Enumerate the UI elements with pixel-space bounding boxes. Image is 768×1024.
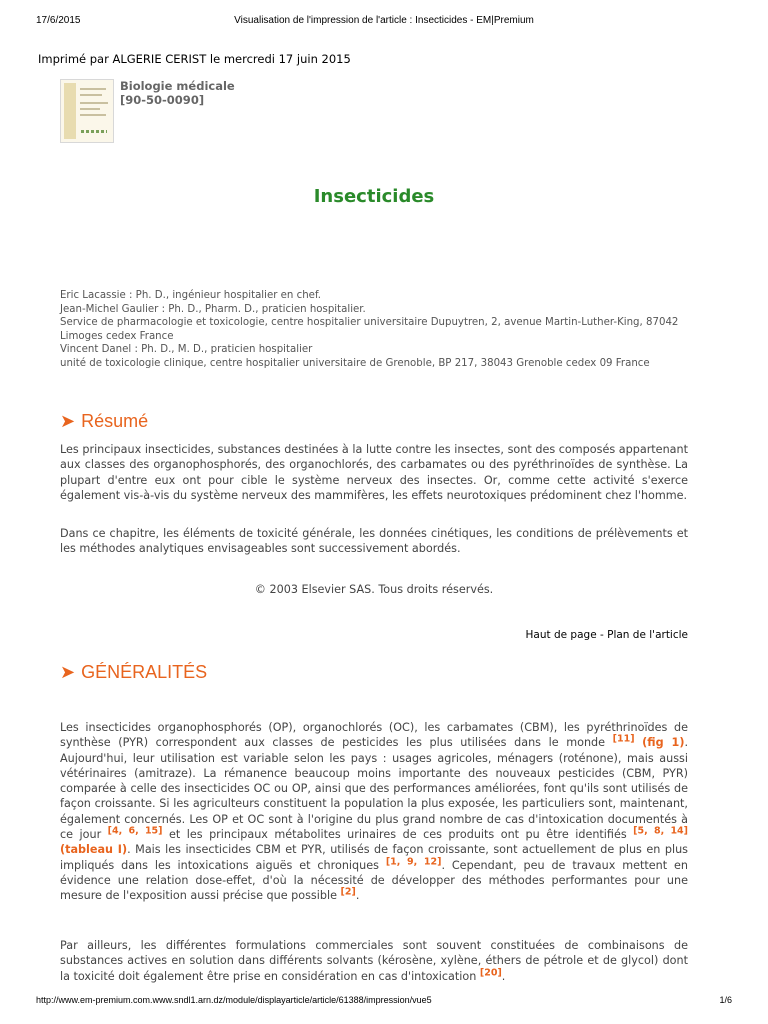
section-heading-resume: ➤ Résumé — [60, 411, 149, 431]
reference-link[interactable]: [11] — [612, 733, 635, 745]
print-date: 17/6/2015 — [36, 15, 81, 26]
page-url: http://www.em-premium.com.www.sndl1.arn.dz/module/displayarticle/article/61388/impression/vue5 — [36, 995, 432, 1005]
print-footer — [36, 995, 732, 1009]
book-code: [90-50-0090] — [120, 93, 205, 107]
reference-link[interactable]: [5, 8, 14] — [633, 825, 689, 837]
reference-link[interactable]: [2] — [340, 886, 356, 898]
author-line: unité de toxicologie clinique, centre hospitalier universitaire de Grenoble, BP 217, 38043 Grenoble cedex 09 France — [60, 357, 650, 369]
book-info — [120, 79, 235, 107]
arrow-right-icon: ➤ — [60, 662, 76, 682]
author-line: Vincent Danel : Ph. D., M. D., praticien hospitalier — [60, 344, 313, 355]
article-title: Insecticides — [313, 186, 435, 207]
table-link[interactable]: (tableau I) — [60, 843, 128, 857]
generalites-paragraph: Par ailleurs, les différentes formulations commerciales sont souvent constituées de combinaisons de substances actives en solution dans différents solvants (kérosène, xylène, éthers de pétrole et de glycol) dont la toxicité doit également être prise en considération en cas d'intoxication [20]. — [60, 939, 688, 983]
page-number: 1/6 — [719, 995, 732, 1005]
arrow-right-icon: ➤ — [60, 411, 76, 431]
authors-block — [60, 289, 700, 370]
generalites-paragraph: Les insecticides organophosphorés (OP), organochlorés (OC), les carbamates (CBM), les pyréthrinoïdes de synthèse (PYR) correspondent aux classes de pesticides les plus utilisées dans le monde [11] (fig 1). Aujourd'hui, leur utilisation est variable selon les pays : usages agricoles, ménagers (roténone), mais aussi vétérinaires (amitraze). La rémanence beaucoup moins importante des nouveaux pesticides (CBM, PYR) comparée à celle des insecticides OC ou OP, ainsi que des performances améliorées, font qu'ils sont utilisés de façon croissante. Si les agriculteurs constituent la population la plus exposée, les particuliers sont, maintenant, également concernés. Les OP et OC sont à l'origine du plus grand nombre de cas d'intoxication documentés à ce jour [4, 6, 15] et les principaux métabolites urinaires de ces produits ont pu être identifiés [5, 8, 14] (tableau I). Mais les insecticides CBM et PYR, utilisés de façon croissante, sont actuellement de plus en plus impliqués dans les intoxications aiguës et chroniques [1, 9, 12]. Cependant, peu de travaux mettent en évidence une relation dose-effet, d'où la nécessité de développer des méthodes performantes pour une mesure de l'exposition aussi précise que possible [2]. — [60, 721, 689, 903]
book-cover-thumbnail — [60, 79, 114, 143]
printed-by: Imprimé par ALGERIE CERIST le mercredi 17 juin 2015 — [38, 52, 351, 66]
author-line: Service de pharmacologie et toxicologie, centre hospitalier universitaire Dupuytren, 2, avenue Martin-Luther-King, 87042 Limoges cedex France — [60, 317, 679, 342]
book-name: Biologie médicale — [120, 79, 235, 93]
print-header — [36, 15, 732, 31]
copyright: © 2003 Elsevier SAS. Tous droits réservés. — [254, 583, 494, 596]
top-of-page-link[interactable]: Haut de page - Plan de l'article — [525, 629, 688, 641]
reference-link[interactable]: [4, 6, 15] — [107, 825, 163, 837]
resume-paragraph: Dans ce chapitre, les éléments de toxicité générale, les données cinétiques, les conditions de prélèvements et les méthodes analytiques envisageables sont successivement abordés. — [60, 527, 688, 556]
print-title: Visualisation de l'impression de l'article : Insecticides - EM|Premium — [234, 15, 534, 26]
reference-link[interactable]: [20] — [479, 966, 502, 978]
reference-link[interactable]: [1, 9, 12] — [385, 855, 442, 867]
section-heading-generalites: ➤ GÉNÉRALITÉS — [60, 662, 208, 682]
author-line: Jean-Michel Gaulier : Ph. D., Pharm. D., praticien hospitalier. — [60, 303, 366, 315]
resume-paragraph: Les principaux insecticides, substances destinées à la lutte contre les insectes, sont des composés appartenant aux classes des organophosphorés, des organochlorés, des carbamates ou des pyréthrinoïdes de synthèse. La plupart d'entre eux ont pour cible le système nerveux des insectes. Or, comme cette activité s'exerce également vis-à-vis du système nerveux des mammifères, les effets neurotoxiques prédominent chez l'homme. — [60, 443, 688, 502]
figure-link[interactable]: (fig 1) — [642, 736, 685, 750]
author-line: Eric Lacassie : Ph. D., ingénieur hospitalier en chef. — [60, 290, 322, 301]
